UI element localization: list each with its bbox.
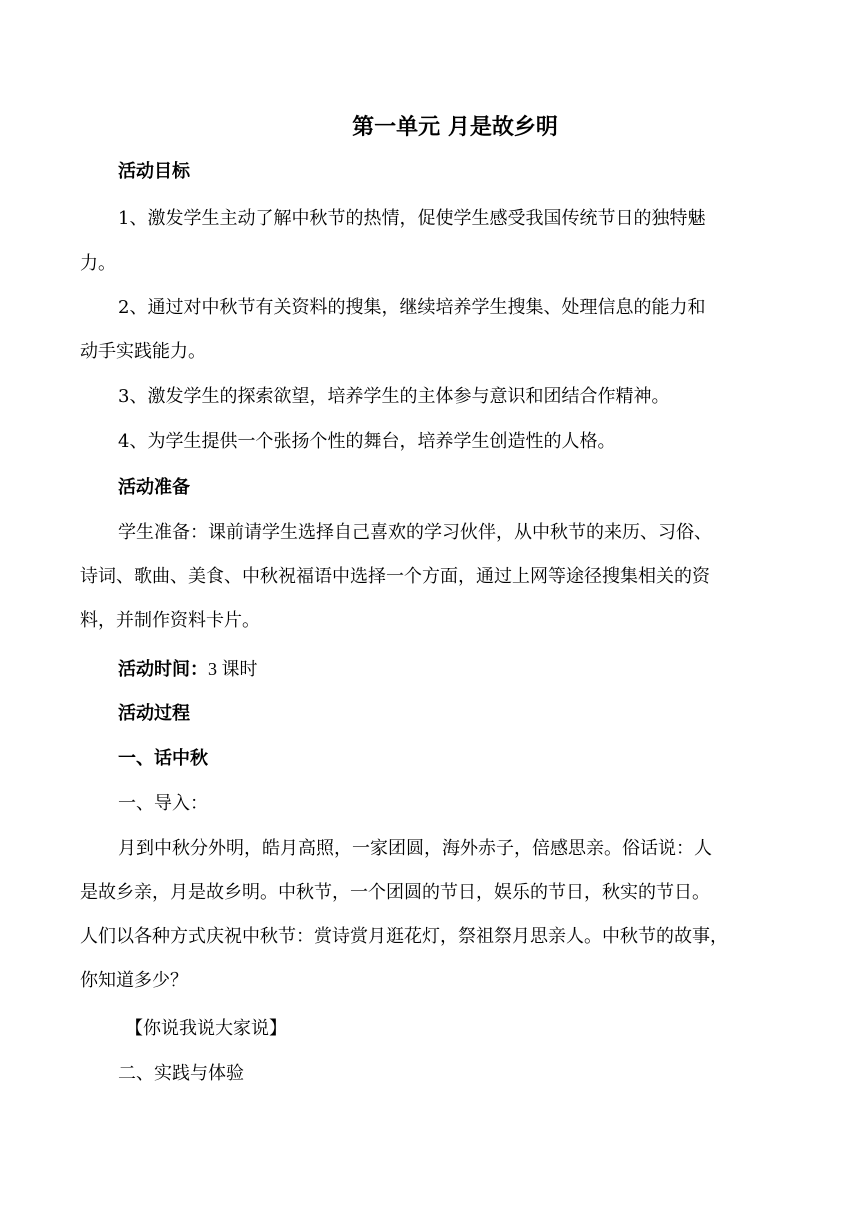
goal-2-line-2: 动手实践能力。 xyxy=(80,341,206,362)
goal-2-line-1: 2、通过对中秋节有关资料的搜集，继续培养学生搜集、处理信息的能力和 xyxy=(118,297,706,318)
activity-time-label: 活动时间： xyxy=(118,659,208,680)
prep-line-3: 料，并制作资料卡片。 xyxy=(80,610,260,631)
prep-line-2: 诗词、歌曲、美食、中秋祝福语中选择一个方面，通过上网等途径搜集相关的资 xyxy=(80,566,710,587)
intro-line-4: 你知道多少？ xyxy=(80,970,188,991)
bracket-heading: 【你说我说大家说】 xyxy=(125,1018,287,1039)
prep-line-1: 学生准备：课前请学生选择自己喜欢的学习伙伴，从中秋节的来历、习俗、 xyxy=(118,522,712,543)
goal-3: 3、激发学生的探索欲望，培养学生的主体参与意识和团结合作精神。 xyxy=(118,386,670,407)
subsection-practice-heading: 二、实践与体验 xyxy=(118,1063,244,1084)
activity-time-value: 3 课时 xyxy=(208,659,258,679)
intro-line-2: 是故乡亲，月是故乡明。中秋节，一个团圆的节日，娱乐的节日，秋实的节日。 xyxy=(80,882,710,903)
goal-1-line-2: 力。 xyxy=(80,253,116,274)
goal-4: 4、为学生提供一个张扬个性的舞台，培养学生创造性的人格。 xyxy=(118,431,616,452)
section-1-heading: 一、话中秋 xyxy=(118,748,208,769)
intro-line-1: 月到中秋分外明，皓月高照，一家团圆，海外赤子，倍感思亲。俗话说：人 xyxy=(118,838,712,859)
goal-1-line-1: 1、激发学生主动了解中秋节的热情，促使学生感受我国传统节日的独特魅 xyxy=(118,208,706,229)
document-title: 第一单元 月是故乡明 xyxy=(352,115,558,140)
subsection-intro-heading: 一、导入： xyxy=(118,793,208,814)
intro-line-3: 人们以各种方式庆祝中秋节：赏诗赏月逛花灯，祭祖祭月思亲人。中秋节的故事， xyxy=(80,926,728,947)
heading-activity-prep: 活动准备 xyxy=(118,477,190,498)
activity-time xyxy=(118,655,788,684)
heading-activity-process: 活动过程 xyxy=(118,703,190,724)
heading-activity-goals: 活动目标 xyxy=(118,161,190,182)
